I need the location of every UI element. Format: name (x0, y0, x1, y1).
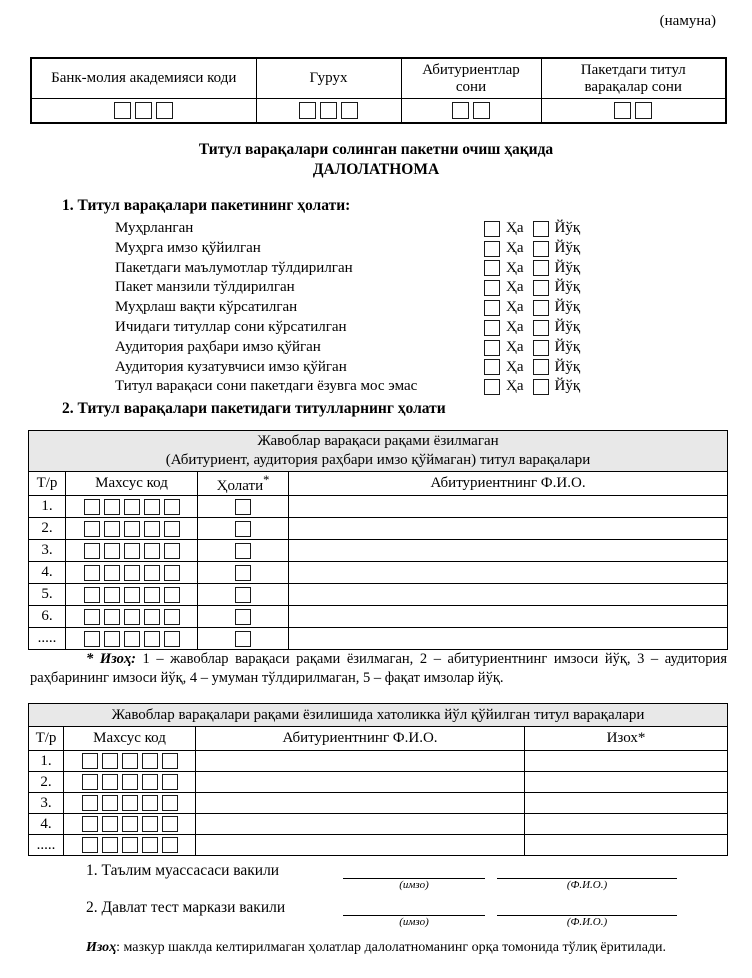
fio-caption: (Ф.И.О.) (566, 879, 608, 891)
yes-label: Ҳа (506, 220, 524, 236)
no-label: Йўқ (554, 358, 581, 375)
yes-label: Ҳа (506, 378, 524, 395)
fio-cell (289, 496, 728, 518)
checkbox (162, 753, 178, 769)
special-code-cell (64, 772, 196, 793)
checklist-item-label: Титул варақаси сони пакетдаги ёзувга мос эмас (115, 378, 418, 395)
no-checkbox (533, 260, 549, 276)
checkbox (235, 609, 251, 625)
checkbox (122, 816, 138, 832)
fio-line (497, 897, 677, 916)
row-number: 4. (29, 814, 64, 835)
table-row (29, 540, 728, 562)
fio-cell (289, 628, 728, 650)
table2-col-fio: Абитуриентнинг Ф.И.О. (196, 727, 525, 751)
note-cell (525, 814, 728, 835)
note-cell (525, 793, 728, 814)
status-legend-note (30, 650, 727, 687)
fio-cell (289, 584, 728, 606)
no-checkbox (533, 241, 549, 257)
checkbox (102, 837, 118, 853)
checkbox (299, 102, 316, 119)
note-text: 1 – жавоблар варақаси рақами ёзилмаган, 2 – абитуриентнинг имзоси йўқ, 3 – аудитория раҳбарининг имзоси йўқ, 4 – умуман тўлдирилмаган, 5 – фақат имзолар йўқ. (30, 651, 727, 686)
special-code-cell (64, 835, 196, 856)
table-row (29, 496, 728, 518)
checkbox (235, 499, 251, 515)
checkbox (144, 631, 160, 647)
checkbox (235, 521, 251, 537)
row-number: 2. (29, 518, 66, 540)
checkbox (164, 609, 180, 625)
checklist-item (0, 377, 752, 397)
document-title-line2: ДАЛОЛАТНОМА (312, 161, 440, 178)
checklist-item (0, 278, 752, 298)
no-label: Йўқ (554, 259, 581, 276)
checkbox (84, 499, 100, 515)
checkbox (124, 543, 140, 559)
yes-no-group (484, 318, 580, 338)
checkbox (82, 795, 98, 811)
checkbox (104, 543, 120, 559)
checkbox (235, 631, 251, 647)
status-cell (198, 584, 289, 606)
checkbox (162, 774, 178, 790)
checkbox (142, 816, 158, 832)
checkbox (144, 609, 160, 625)
no-checkbox (533, 320, 549, 336)
yes-no-group (484, 377, 580, 397)
status-cell (198, 518, 289, 540)
checkbox (162, 816, 178, 832)
yes-label: Ҳа (506, 358, 524, 375)
checkbox (235, 587, 251, 603)
status-footnote-marker: * (263, 472, 270, 487)
no-checkbox (533, 280, 549, 296)
checkbox (124, 587, 140, 603)
checkbox (452, 102, 469, 119)
table1-col-num: Т/р (29, 472, 66, 496)
no-checkbox (533, 300, 549, 316)
no-checkbox (533, 340, 549, 356)
fio-cell (289, 518, 728, 540)
table-row (29, 606, 728, 628)
checkbox (102, 795, 118, 811)
document-title (0, 140, 752, 180)
footer-note-text: : мазкур шаклда келтирилмаган ҳолатлар далолатноманинг орқа томонида тўлиқ ёритилади. (116, 940, 667, 955)
fio-line (497, 860, 677, 879)
no-label: Йўқ (554, 220, 581, 236)
yes-label: Ҳа (506, 259, 524, 276)
no-checkbox (533, 359, 549, 375)
table-row (29, 562, 728, 584)
no-label: Йўқ (554, 338, 581, 355)
table1-column-header-row (29, 472, 728, 496)
yes-no-group (484, 219, 580, 239)
footer-note (0, 940, 752, 956)
table1-col-status: Ҳолати* (198, 472, 289, 496)
fio-cell (289, 562, 728, 584)
table-row (29, 835, 728, 856)
yes-no-group (484, 239, 580, 259)
status-cell (198, 496, 289, 518)
checkbox (144, 521, 160, 537)
table1-title-row (29, 431, 728, 472)
checklist-item (0, 358, 752, 378)
signature-line (343, 860, 485, 879)
no-label: Йўқ (554, 378, 581, 395)
row-number: 4. (29, 562, 66, 584)
table2-title-row (29, 704, 728, 727)
special-code-cell (66, 562, 198, 584)
signature-row (0, 860, 752, 898)
checkbox (114, 102, 131, 119)
header-table-label-row (31, 58, 726, 99)
checkbox (122, 795, 138, 811)
yes-checkbox (484, 320, 500, 336)
header-table (30, 57, 727, 124)
special-code-cell (66, 584, 198, 606)
yes-label: Ҳа (506, 318, 524, 335)
checklist-item (0, 239, 752, 259)
checkbox (84, 631, 100, 647)
checkbox (164, 521, 180, 537)
special-code-cell (66, 540, 198, 562)
checkbox (473, 102, 490, 119)
footer-note-label: Изоҳ (85, 940, 117, 955)
fio-cell (196, 793, 525, 814)
checkbox (104, 499, 120, 515)
yes-label: Ҳа (506, 279, 524, 296)
yes-checkbox (484, 379, 500, 395)
checkbox (102, 753, 118, 769)
table1-title (29, 431, 728, 472)
checkbox (104, 631, 120, 647)
checkbox (84, 587, 100, 603)
checkbox (341, 102, 358, 119)
header-table-box-row (31, 99, 726, 124)
row-number: 3. (29, 540, 66, 562)
signature-label: 1. Таълим муассасаси вакили (86, 862, 280, 879)
note-cell (525, 751, 728, 772)
header-table-col-label: Гурух (256, 58, 401, 99)
signature-caption: (имзо) (399, 916, 429, 928)
checkbox (102, 816, 118, 832)
no-label: Йўқ (554, 299, 581, 316)
yes-checkbox (484, 280, 500, 296)
fio-cell (196, 772, 525, 793)
checkbox (164, 543, 180, 559)
signature-label: 2. Давлат тест маркази вакили (86, 899, 286, 916)
checkbox (162, 795, 178, 811)
header-table-col-label: Банк-молия академияси коди (31, 58, 256, 99)
table2-col-num: Т/р (29, 727, 64, 751)
yes-no-group (484, 259, 580, 279)
checkbox (320, 102, 337, 119)
yes-checkbox (484, 221, 500, 237)
table1-title-line1: Жавоблар варақаси рақами ёзилмаган (257, 433, 499, 449)
fio-cell (196, 814, 525, 835)
yes-checkbox (484, 260, 500, 276)
fio-cell (196, 835, 525, 856)
note-label: * Изоҳ: (86, 651, 136, 667)
row-number: 2. (29, 772, 64, 793)
table1-title-line2: (Абитуриент, аудитория раҳбари имзо қўймаган) титул варақалари (165, 452, 591, 468)
section2-heading: 2. Титул варақалари пакетидаги титулларнинг ҳолати (62, 400, 446, 417)
checkbox (235, 543, 251, 559)
table1-col-code: Махсус код (66, 472, 198, 496)
checkbox (164, 565, 180, 581)
checklist-item-label: Аудитория кузатувчиси имзо қўйган (115, 358, 347, 375)
fio-cell (289, 540, 728, 562)
checkbox (102, 774, 118, 790)
note-cell (525, 772, 728, 793)
sample-label: (намуна) (659, 13, 716, 29)
checkbox (614, 102, 631, 119)
signature-caption: (имзо) (399, 879, 429, 891)
checkbox (124, 631, 140, 647)
table-row (29, 751, 728, 772)
checkbox (104, 565, 120, 581)
status-cell (198, 562, 289, 584)
table-row (29, 518, 728, 540)
header-table-col-label: Пакетдаги титул варақалар сони (541, 58, 726, 99)
checklist-item-label: Пакетдаги маълумотлар тўлдирилган (115, 259, 353, 276)
checkbox (82, 753, 98, 769)
table2-col-note: Изох* (525, 727, 728, 751)
checkbox (144, 587, 160, 603)
fio-cell (196, 751, 525, 772)
checklist-item (0, 259, 752, 279)
yes-no-group (484, 338, 580, 358)
checkbox (144, 543, 160, 559)
table-row (29, 628, 728, 650)
table1-body (29, 496, 728, 650)
checkbox (144, 499, 160, 515)
unnumbered-sheets-table (28, 430, 728, 650)
yes-no-group (484, 278, 580, 298)
yes-no-group (484, 358, 580, 378)
yes-checkbox (484, 300, 500, 316)
table-row (29, 584, 728, 606)
checkbox (156, 102, 173, 119)
signature-row (0, 897, 752, 935)
checkbox (84, 609, 100, 625)
special-code-cell (66, 628, 198, 650)
header-table-box-cell (541, 99, 726, 124)
checkbox (122, 753, 138, 769)
checkbox (124, 609, 140, 625)
table2-body (29, 751, 728, 856)
checkbox (84, 521, 100, 537)
yes-no-group (484, 298, 580, 318)
no-checkbox (533, 221, 549, 237)
table-row (29, 793, 728, 814)
note-cell (525, 835, 728, 856)
status-cell (198, 628, 289, 650)
checkbox (82, 837, 98, 853)
fio-cell (289, 606, 728, 628)
yes-checkbox (484, 340, 500, 356)
yes-label: Ҳа (506, 299, 524, 316)
row-number: ..... (29, 835, 64, 856)
special-code-cell (64, 814, 196, 835)
checkbox (142, 774, 158, 790)
checkbox (84, 565, 100, 581)
row-number: ..... (29, 628, 66, 650)
checklist-item (0, 318, 752, 338)
checklist-item-label: Ичидаги титуллар сони кўрсатилган (115, 318, 347, 335)
package-state-checklist (0, 219, 752, 397)
table2-col-code: Махсус код (64, 727, 196, 751)
row-number: 5. (29, 584, 66, 606)
checkbox (144, 565, 160, 581)
checkbox (82, 774, 98, 790)
checkbox (124, 565, 140, 581)
checkbox (82, 816, 98, 832)
checklist-item-label: Муҳрлаш вақти кўрсатилган (115, 299, 298, 316)
special-code-cell (66, 518, 198, 540)
checklist-item-label: Муҳрга имзо қўйилган (115, 239, 261, 256)
checkbox (142, 795, 158, 811)
checklist-item (0, 298, 752, 318)
special-code-cell (66, 496, 198, 518)
special-code-cell (64, 793, 196, 814)
table1-col-fio: Абитуриентнинг Ф.И.О. (289, 472, 728, 496)
checkbox (104, 609, 120, 625)
yes-checkbox (484, 359, 500, 375)
table2-title: Жавоблар варақалари рақами ёзилишида хатоликка йўл қўйилган титул варақалари (29, 704, 728, 727)
checkbox (164, 631, 180, 647)
no-label: Йўқ (554, 279, 581, 296)
header-table-box-cell (401, 99, 541, 124)
row-number: 6. (29, 606, 66, 628)
yes-label: Ҳа (506, 239, 524, 256)
signature-line (343, 897, 485, 916)
checklist-item (0, 219, 752, 239)
special-code-cell (66, 606, 198, 628)
header-table-box-cell (256, 99, 401, 124)
document-title-line1: Титул варақалари солинган пакетни очиш ҳақида (198, 141, 554, 158)
checkbox (142, 753, 158, 769)
checkbox (635, 102, 652, 119)
checkbox (124, 521, 140, 537)
checkbox (235, 565, 251, 581)
checklist-item-label: Аудитория раҳбари имзо қўйган (115, 338, 321, 355)
status-cell (198, 606, 289, 628)
header-table-box-cell (31, 99, 256, 124)
checkbox (135, 102, 152, 119)
checkbox (164, 587, 180, 603)
yes-checkbox (484, 241, 500, 257)
checkbox (122, 837, 138, 853)
no-checkbox (533, 379, 549, 395)
checklist-item-label: Муҳрланган (115, 220, 194, 236)
checkbox (84, 543, 100, 559)
checkbox (142, 837, 158, 853)
no-label: Йўқ (554, 318, 581, 335)
checklist-item-label: Пакет манзили тўлдирилган (115, 279, 295, 296)
row-number: 1. (29, 751, 64, 772)
no-label: Йўқ (554, 239, 581, 256)
table-row (29, 772, 728, 793)
checkbox (162, 837, 178, 853)
status-cell (198, 540, 289, 562)
checkbox (124, 499, 140, 515)
table-row (29, 814, 728, 835)
checkbox (104, 587, 120, 603)
row-number: 1. (29, 496, 66, 518)
checkbox (104, 521, 120, 537)
checkbox (164, 499, 180, 515)
row-number: 3. (29, 793, 64, 814)
table2-column-header-row (29, 727, 728, 751)
mistyped-sheets-table (28, 703, 728, 856)
yes-label: Ҳа (506, 338, 524, 355)
fio-caption: (Ф.И.О.) (566, 916, 608, 928)
checkbox (122, 774, 138, 790)
special-code-cell (64, 751, 196, 772)
header-table-col-label: Абитуриентлар сони (401, 58, 541, 99)
section1-heading: 1. Титул варақалари пакетининг ҳолати: (62, 197, 351, 214)
checklist-item (0, 338, 752, 358)
